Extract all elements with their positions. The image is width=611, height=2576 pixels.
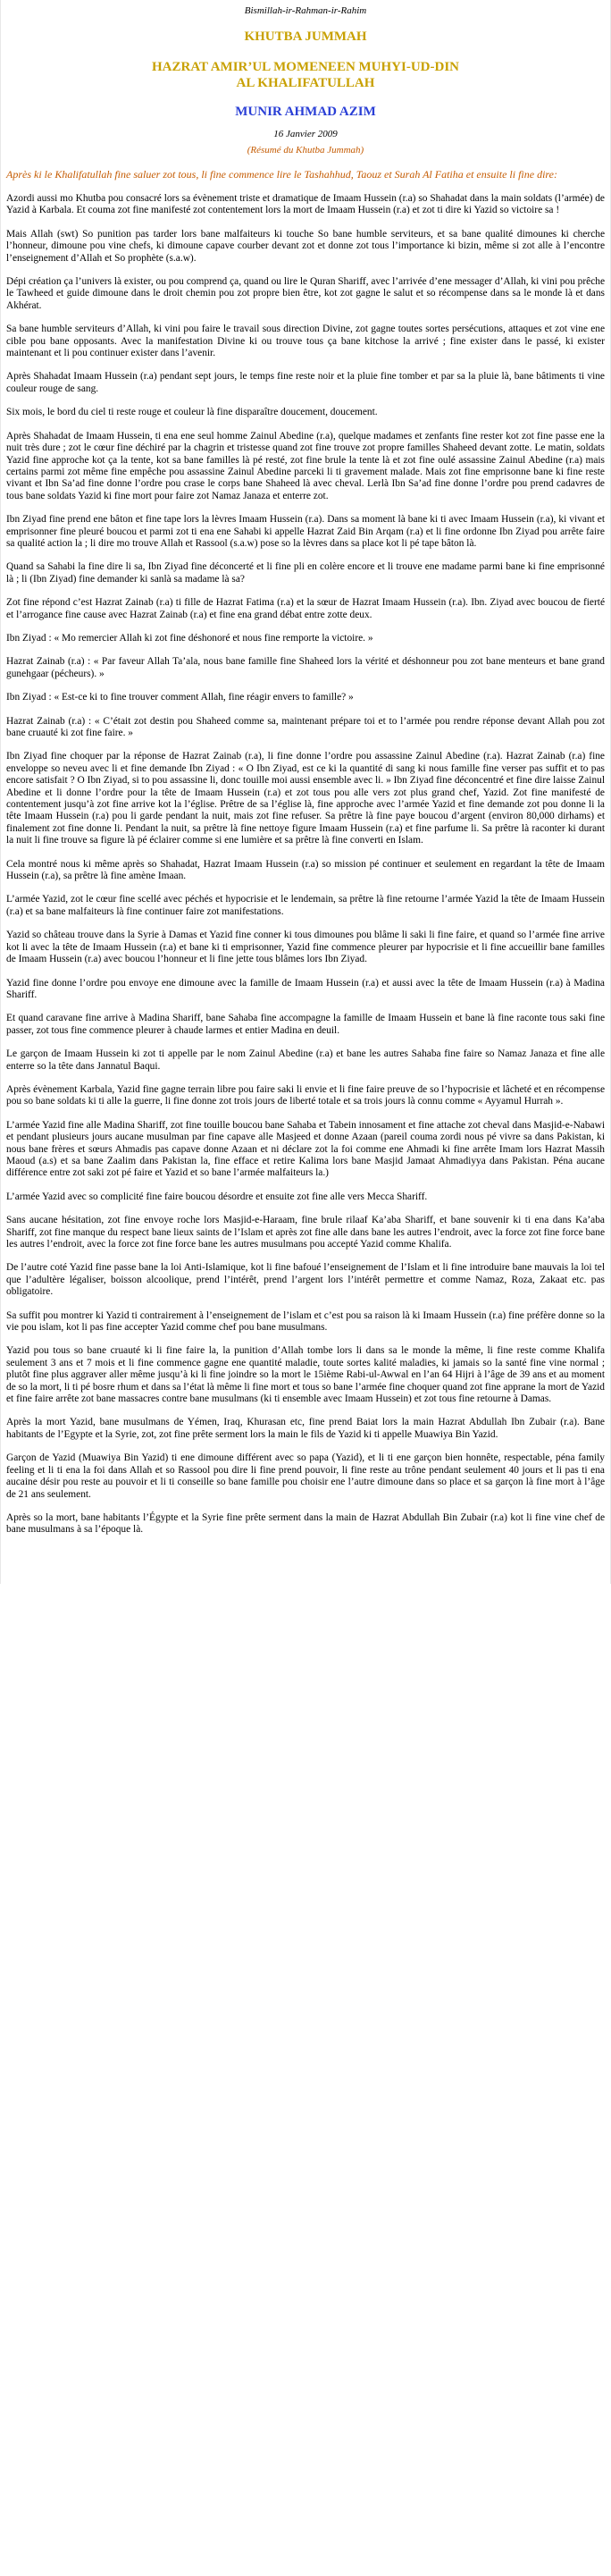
subtitle-line-2: AL KHALIFATULLAH (236, 76, 375, 90)
paragraph-9: Quand sa Sahabi la fine dire li sa, Ibn Ziyad fine déconcerté et li fine pli en colère encore et li trouve ene madame parmi bane ki fine emprisonné là ; li (Ibn Ziyad) fine demander ki sanlà sa madame là sa? (6, 561, 605, 585)
paragraph-11: Ibn Ziyad : « Mo remercier Allah ki zot fine déshonoré et nous fine remporte la victoire. » (6, 632, 373, 644)
paragraph-26: De l’autre coté Yazid fine passe bane la loi Anti-Islamique, kot li fine bafoué l’enseignement de l’Islam et li fine introduire bane mauvais la loi tel que l’adultère légaliser, boisson alcoolique, prend l’intérêt, prend l’argent lors l’intérêt permettre et comme Namaz, Roza, Zakaat etc. pas obligatoire. (6, 1262, 605, 1298)
paragraph-15: Ibn Ziyad fine choquer par la réponse de Hazrat Zainab (r.a), li fine donne l’ordre pou assassine Zainul Abedine (r.a). Hazrat Zainab (r.a) fine enveloppe so neveu avec li et fine demande Ibn Ziyad : « O Ibn Ziyad, est ce ki la quantité di sang ki nous famille fine verser pas suffit et to pas encore satisfait ? O Ibn Ziyad, si to pou assassine li, donc touille moi aussi ensemble avec li. » Ibn Ziyad fine déconcentré et fine dire laisse Zainul Abedine et li donne l’ordre pour la tête de Imaam Hussein (r.a) et zot tous pou alle vers zot plus grand chef, Yazid. Zot fine manifesté de contentement jusqu’à zot fine arrive kot la l’église. Prêtre de sa l’église là, fine approche avec l’armée Yazid et fine demande zot pou donne li la tête Imaam Hussein (r.a) pou li garde pendant la nuit, mais zot fine refuser. Sa prêtre là fine paye boucou d’argent (environ 80,000 dirhams) et finalement zot fine donne li. Pendant la nuit, sa prêtre là fine nettoye figure Imaam Hussein (r.a) et fine parfume li. Sa prêtre là raconter ki durant la nuit li fine trouve sa figure là pé éclairer comme si ene lumière et sa prêtre là fine converti en Islam. (6, 751, 605, 846)
paragraph-24: L’armée Yazid avec so complicité fine faire boucou désordre et ensuite zot fine alle vers Mecca Shariff. (6, 1191, 428, 1202)
paragraph-19: Yazid fine donne l’ordre pou envoye ene dimoune avec la famille de Imaam Hussein (r.a) et aussi avec la tête de Imaam Hussein (r.a) à Madina Shariff. (6, 977, 605, 1000)
paragraph-6: Six mois, le bord du ciel ti reste rouge et couleur là fine disparaître doucement, doucement. (6, 407, 378, 418)
paragraph-7: Après Shahadat de Imaam Hussein, ti ena ene seul homme Zainul Abedine (r.a), quelque madames et zenfants fine rester kot zot fine passe ene la nuit très dure ; zot le cœur fine déchiré par la chagrin et tristesse quand zot fine trouve zot propre familles Shaheed devant zotte. Le matin, soldats Yazid fine approche kot ça la tente, kot sa bane familles là pé resté, zot fine brule la tente là et zot fine oulé assassine Zainul Abedine (r.a) mais certains parmi zot même fine empêche pou assassine Zainul Abedine parceki li ti gravement malade. Mais zot fine emprisonne bane ki fine reste vivant et Ibn Sa’ad fine donne l’ordre pou crase le corps bane Shaheed là avec cheval. Lerlà Ibn Sa’ad fine donne l’ordre pou prend cadavres de tous bane soldats Yazid ki fine mort pour faire zot Namaz Janaza et enterre zot. (6, 430, 605, 501)
sermon-date: 16 Janvier 2009 (273, 129, 338, 139)
paragraph-27: Sa suffit pou montrer ki Yazid ti contrairement à l’enseignement de l’islam et c’est pou sa raison là ki Imaam Hussein (r.a) fine préfère donne so la vie pou islam, kot li pas fine accepter Yazid comme chef pou bane musulmans. (6, 1309, 605, 1334)
paragraph-16: Cela montré nous ki même après so Shahadat, Hazrat Imaam Hussein (r.a) so mission pé continuer et seulement en regardant la tête de Imaam Hussein (r.a), sa prêtre là fine amène Imaan. (6, 858, 605, 882)
resume-note: (Résumé du Khutba Jummah) (247, 145, 364, 156)
paragraph-23: L’armée Yazid fine alle Madina Shariff, zot fine touille boucou bane Sahaba et Tabein innosament et fine attache zot cheval dans Masjid-e-Nabawi et pendant plusieurs jours aucane musulman par fine capave alle Masjeed et donne Azaan (pareil couma zordi nous pé vivre sa dans Pakistan, ki nous bane frères et sœurs Ahmadis pas capave donne Azaan et ni déclare zot la foi comme ene Ahmadi ki fine arrête Imam lors Hazrat Massih Maoud (a.s) et sa bane Zaalim dans Pakistan la, fine efface et retire Kalima lors bane Masjid Jamaat Ahmadiyya dans Pakistan. Péna aucane différence entre zot saki zot pé faire et Yazid et so bane l’armée malfaiteurs la.) (6, 1119, 605, 1179)
paragraph-28: Yazid pou tous so bane cruauté ki li fine faire la, la punition d’Allah tombe lors li dans sa le monde la même, li fine reste comme Khalifa seulement 3 ans et 7 mois et li fine commence gagne ene quantité maladie, toute sortes kalité maladies, ki jamais so la santé fine vine normal ; plutôt fine plus aggraver aller même jusqu’à ki li fine joindre so la mort le 15ième Rabi-ul-Awwal en l’an 64 Hijri à l’âge de 39 ans et au moment de so la mort, li ti pé bosre rhum et dans sa l’état là même li fine mort et tous so bane l’armée fine choquer quand zot fine apprane la mort de Yazid et fine faire arrête zot bane massacres contre bane musulmans (ki ti ensemble avec Imaam Hussein) et zot tous fine retourne à Damas. (6, 1345, 605, 1405)
paragraph-13: Ibn Ziyad : « Est-ce ki to fine trouver comment Allah, fine réagir envers to famille? » (6, 692, 354, 703)
paragraph-12: Hazrat Zainab (r.a) : « Par faveur Allah Ta’ala, nous bane famille fine Shaheed lors la vérité et déshonneur pou zot bane menteurs et bane grand gunehgaar (pécheurs). » (6, 656, 605, 679)
paragraph-4: Sa bane humble serviteurs d’Allah, ki vini pou faire le travail sous direction Divine, zot gagne toutes sortes persécutions, attaques et zot vine ene cible pou bane opposants. Avec la manifestation Divine ki ou trouve tous ça bane kitchose la arrivé ; fine exister dans le passé, ki exister maintenant et li pou continuer exister dans l’avenir. (6, 324, 605, 359)
intro-paragraph: Après ki le Khalifatullah fine saluer zot tous, li fine commence lire le Tashahhud, Taouz et Surah Al Fatiha et ensuite li fine dire: (6, 168, 557, 181)
paragraph-14: Hazrat Zainab (r.a) : « C’était zot destin pou Shaheed comme sa, maintenant prépare toi et to l’armée pou rendre réponse devant Allah pou zot bane cruauté ki zot fine faire. » (6, 715, 605, 738)
paragraph-3: Dépi création ça l’univers là exister, ou pou comprend ça, quand ou lire le Quran Shariff, avec l’arrivée d’ene messager d’Allah, ki vini pou prêche le Tawheed et guide dimoune dans le droit chemin pou zot propre bien être, kot zot gagne le salut et so récompense dans sa le monde là et dans Akhérat. (6, 276, 605, 311)
paragraph-29: Après la mort Yazid, bane musulmans de Yémen, Iraq, Khurasan etc, fine prend Baiat lors la main Hazrat Abdullah Ibn Zubair (r.a). Bane habitants de l’Egypte et la Syrie, zot, zot fine prête serment lors la main le fils de Yazid ki ti appelle Muawiya Bin Yazid. (6, 1417, 605, 1440)
paragraph-1: Azordi aussi mo Khutba pou consacré lors sa évènement triste et dramatique de Imaam Hussein (r.a) so Shahadat dans la main soldats (l’armée) de Yazid à Karbala. Et couma zot fine manifesté zot contentement lors la mort de Imaam Hussein (r.a) et zot ti dire ki Yazid so victoire sa ! (6, 193, 605, 216)
paragraph-22: Après évènement Karbala, Yazid fine gagne terrain libre pou faire saki li envie et li fine faire preuve de so l’hypocrisie et lâcheté et en récompense pou so bane soldats ki ti alle la guerre, li fine donne zot trois jours de liberté totale et sa trois jours là connu comme « Ayyamul Hurrah ». (6, 1083, 605, 1107)
paragraph-10: Zot fine répond c’est Hazrat Zainab (r.a) ti fille de Hazrat Fatima (r.a) et la sœur de Hazrat Imaam Hussein (r.a). Ibn. Ziyad avec boucou de fierté et l’arrogance fine cause avec Hazrat Zainab (r.a) et fine ena grand débat entre zotte deux. (6, 597, 605, 620)
paragraph-21: Le garçon de Imaam Hussein ki zot ti appelle par le nom Zainul Abedine (r.a) et bane les autres Sahaba fine faire so Namaz Janaza et fine alle enterre so la tête dans Jannatul Baqui. (6, 1048, 605, 1072)
paragraph-8: Ibn Ziyad fine prend ene bâton et fine tape lors la lèvres Imaam Hussein (r.a). Dans sa moment là bane ki ti avec Imaam Hussein (r.a), ki vivant et emprisonner fine pleuré boucou et parmi zot ti ena ene Sahabi ki appelle Hazrat Zaid Bin Arqam (r.a) et li fine ordonne Ibn Ziyad pou arrête faire sa qualité action la ; li dire mo trouve Allah et Rassool (s.a.w) pose so la lèvres dans sa place kot li pé tape bâton là. (6, 514, 605, 549)
paragraph-20: Et quand caravane fine arrive à Madina Shariff, bane Sahaba fine accompagne la famille de Imaam Hussein et bane là fine raconte tous saki fine passer, zot tous fine commence pleurer à chaude larmes et entier Madina en deuil. (6, 1013, 605, 1036)
paragraph-25: Sans aucane hésitation, zot fine envoye roche lors Masjid-e-Haraam, fine brule rilaaf Ka’aba Shariff, et bane souvenir ki ti ena dans Ka’aba Shariff, zot fine manque du respect bane lieux saints de l’Islam et après zot fine alle dans bane les autres l’endroit, avec la force zot fine force bane les autres l’endroit, avec la force zot fine force bane les autres musulmans pou accepté Yazid comme Khalifa. (6, 1215, 605, 1250)
paragraph-5: Après Shahadat Imaam Hussein (r.a) pendant sept jours, le temps fine reste noir et la pluie fine tomber et par sa la pluie là, bane bâtiments ti vine couleur rouge de sang. (6, 371, 605, 394)
paragraph-2: Mais Allah (swt) So punition pas tarder lors bane malfaiteurs ki touche So bane humble serviteurs, et sa bane qualité dimounes ki cherche l’honneur, dimoune pou vine chefs, ki dimoune capave courber devant zot et donne zot tous l’importance ki bizin, même si zot alle à l’encontre l’enseignement d’Allah et So prophète (s.a.w). (6, 228, 605, 264)
author-name: MUNIR AHMAD AZIM (235, 105, 376, 119)
document-title: KHUTBA JUMMAH (244, 29, 367, 44)
paragraph-18: Yazid so château trouve dans la Syrie à Damas et Yazid fine conner ki tous dimounes pou blâme li saki li fine faire, et quand so l’armée fine arrive kot li avec la tête de Imaam Hussein (r.a) et bane ki ti emprisonner, Yazid fine commence pleurer par hypocrisie et li fine accueillir bane familles de Imaam Hussein (r.a) avec boucou l’honneur et li fine jette tous blâmes lors Ibn Ziyad. (6, 930, 605, 965)
paragraph-30: Garçon de Yazid (Muawiya Bin Yazid) ti ene dimoune différent avec so papa (Yazid), et li ti ene garçon bien honnête, respectable, péna family feeling et li ti ena la foi dans Allah et so Rassool pou dire li fine prend pouvoir, li fine reste au trône pendant seulement 40 jours et li pas ti ena aucaine désir pou reste au pouvoir et li ti conseille so bane famille pou choisir ene l’autre dimoune dans so place et sa garçon là fine mort à l’âge de 21 ans seulement. (6, 1452, 605, 1500)
bismillah-line: Bismillah-ir-Rahman-ir-Rahim (244, 5, 367, 16)
sermon-body (6, 193, 605, 1536)
subtitle-line-1: HAZRAT AMIR’UL MOMENEEN MUHYI-UD-DIN (151, 60, 460, 74)
paragraph-17: L’armée Yazid, zot le cœur fine scellé avec péchés et hypocrisie et le lendemain, sa prêtre là fine retourne l’armée Yazid la tête de Imaam Hussein (r.a) et sa bane malfaiteurs là fine continuer faire zot manifestations. (6, 894, 605, 917)
paragraph-31: Après so la mort, bane habitants l’Égypte et la Syrie fine prête serment dans la main de Hazrat Abdullah Bin Zubair (r.a) kot li fine vine chef de bane musulmans à sa l’époque là. (6, 1511, 605, 1536)
